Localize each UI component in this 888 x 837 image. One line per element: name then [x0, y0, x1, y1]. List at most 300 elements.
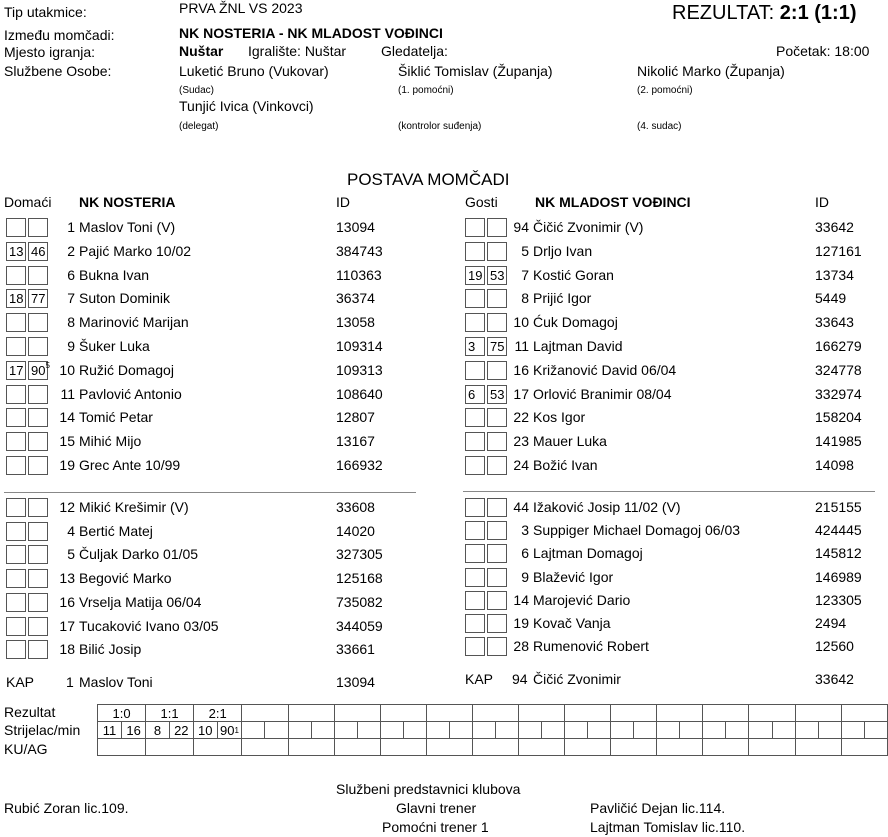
card-cell — [795, 739, 841, 756]
home-side-label: Domaći — [4, 194, 52, 210]
player-id: 13167 — [336, 433, 375, 450]
score-empty-cell — [565, 705, 611, 722]
player-id: 110363 — [336, 266, 382, 283]
scorer-minute-cell — [169, 722, 193, 739]
sub-in-minute-box — [465, 361, 485, 380]
player-number: 5 — [521, 242, 529, 259]
player-name: Marojević Dario — [533, 591, 631, 608]
sub-minute-value: 53 — [490, 386, 505, 402]
sub-minute-value: 77 — [31, 291, 46, 307]
player-number: 6 — [67, 266, 75, 283]
place-value: Nuštar — [179, 43, 224, 59]
score-result-cell: 1:1 — [146, 705, 194, 722]
player-name: Čuljak Darko 01/05 — [79, 546, 199, 563]
score-empty-cell — [542, 722, 565, 739]
player-number: 9 — [521, 568, 529, 585]
card-cell — [242, 739, 288, 756]
sub-in-minute-box — [465, 289, 485, 308]
player-number: 9 — [67, 338, 75, 354]
score-empty-cell — [611, 722, 634, 739]
player-row — [0, 407, 888, 431]
player-number: 10 — [59, 361, 75, 378]
player-name: Grec Ante 10/99 — [79, 457, 181, 473]
score-empty-cell — [657, 722, 680, 739]
score-empty-cell — [519, 722, 542, 739]
player-row — [0, 567, 888, 591]
head-coach-label: Glavni trener — [396, 800, 477, 816]
away-divider — [463, 491, 875, 492]
player-name: Ružić Domagoj — [79, 361, 174, 378]
player-id: 2494 — [815, 615, 847, 631]
sub-minute-box — [487, 591, 507, 610]
score-empty-cell — [634, 722, 657, 739]
player-row — [0, 312, 888, 336]
player-id: 327305 — [336, 546, 383, 563]
player-id: 33642 — [815, 219, 854, 235]
home-id-header: ID — [336, 194, 350, 210]
score-empty-cell — [841, 722, 864, 739]
score-empty-cell — [334, 722, 357, 739]
away-side-label: Gosti — [465, 194, 498, 210]
result-value: 2:1 (1:1) — [779, 2, 857, 24]
card-cell — [703, 739, 749, 756]
sub-minute-value: 46 — [31, 243, 46, 259]
sub-minute-box — [487, 498, 507, 517]
player-number: 11 — [60, 385, 75, 402]
score-empty-cell — [565, 722, 588, 739]
scorer-minute-cell — [217, 722, 242, 739]
player-name: Pavlović Antonio — [79, 385, 182, 402]
sub-minute-box — [487, 385, 507, 404]
sub-minute-box — [487, 266, 507, 285]
player-row — [0, 613, 888, 637]
player-id: 332974 — [815, 385, 862, 402]
scoreboard-card-row — [98, 739, 888, 756]
away-assistant-coach: Lajtman Tomislav lic.110. — [590, 819, 746, 835]
player-id: 735082 — [336, 593, 383, 610]
sub-in-minute-box: 3 — [465, 337, 485, 356]
player-id: 127161 — [815, 242, 862, 259]
sub-minute-box — [487, 614, 507, 633]
player-number: 4 — [67, 522, 75, 539]
score-empty-cell — [403, 722, 426, 739]
player-name: Ižaković Josip 11/02 (V) — [533, 499, 681, 515]
player-name: Tucaković Ivano 03/05 — [79, 617, 219, 634]
card-cell — [193, 739, 242, 756]
player-number: 19 — [59, 457, 75, 473]
start-info — [776, 43, 869, 59]
player-id: 145812 — [815, 545, 862, 562]
away-captain-num: 94 — [512, 671, 528, 687]
lineup-title: POSTAVA MOMČADI — [347, 170, 510, 189]
player-name: Suppiger Michael Domagoj 06/03 — [533, 522, 741, 539]
sub-in-minute-box: 18 — [6, 289, 26, 308]
player-id: 158204 — [815, 409, 862, 426]
start-value: 18:00 — [834, 43, 870, 59]
player-number: 19 — [513, 615, 529, 631]
player-number: 17 — [513, 385, 529, 402]
ground-info — [248, 43, 346, 59]
card-cell — [472, 739, 518, 756]
player-number: 10 — [513, 314, 529, 331]
result-header — [672, 2, 857, 25]
score-empty-cell — [357, 722, 380, 739]
scorer-minute-value: 22 — [174, 722, 189, 738]
player-id: 215155 — [815, 499, 862, 515]
player-number: 23 — [513, 433, 529, 450]
sub-in-minute-box — [465, 591, 485, 610]
player-number: 17 — [59, 617, 75, 634]
home-team-name: NK NOSTERIA — [79, 194, 176, 210]
player-id: 166932 — [336, 457, 383, 473]
scoreboard-scorer-label: Strijelac/min — [4, 722, 81, 738]
card-cell — [565, 739, 611, 756]
player-row — [0, 360, 888, 384]
score-empty-cell — [818, 722, 841, 739]
away-captain-id: 33642 — [815, 671, 854, 687]
player-name: Mihić Mijo — [79, 433, 142, 450]
player-name: Drljo Ivan — [533, 242, 593, 259]
player-name: Bertić Matej — [79, 522, 153, 539]
card-cell — [749, 739, 795, 756]
player-row — [0, 636, 888, 660]
sub-minute-box — [487, 408, 507, 427]
score-empty-cell — [680, 722, 703, 739]
sub-in-minute-box — [465, 432, 485, 451]
player-number: 3 — [521, 522, 529, 539]
sub-in-minute-box: 13 — [6, 242, 26, 261]
player-name: Lajtman Domagoj — [533, 545, 643, 562]
place-label: Mjesto igranja: — [4, 44, 96, 60]
player-name: Božić Ivan — [533, 457, 598, 473]
scoreboard-result-row — [98, 705, 888, 722]
score-empty-cell — [772, 722, 795, 739]
score-empty-cell — [749, 722, 772, 739]
score-empty-cell — [657, 705, 703, 722]
sub-in-minute-box — [465, 544, 485, 563]
player-id: 344059 — [336, 617, 383, 634]
official-assistant-1: Šiklić Tomislav (Županja) — [398, 63, 553, 79]
official-assistant-2: Nikolić Marko (Županja) — [637, 63, 785, 79]
scoreboard-scorer-row — [98, 722, 888, 739]
official-assistant-1-role: (1. pomoćni) — [398, 85, 454, 96]
sub-minute-box — [487, 289, 507, 308]
player-id: 14020 — [336, 522, 375, 539]
card-cell — [98, 739, 146, 756]
score-empty-cell — [472, 722, 495, 739]
spectators-label: Gledatelja: — [381, 43, 448, 59]
sub-minute-box — [487, 218, 507, 237]
card-cell — [426, 739, 472, 756]
player-row — [0, 543, 888, 567]
score-empty-cell — [288, 722, 311, 739]
player-id: 33608 — [336, 499, 375, 515]
home-captain-name: Maslov Toni — [79, 674, 153, 690]
player-number: 12 — [59, 499, 75, 515]
result-label: REZULTAT: — [672, 2, 775, 24]
scoreboard-result-label: Rezultat — [4, 704, 56, 720]
player-id: 13058 — [336, 314, 375, 331]
card-cell — [288, 739, 334, 756]
sub-in-minute-box — [465, 614, 485, 633]
score-empty-cell — [288, 705, 334, 722]
player-row — [0, 336, 888, 360]
away-team-name: NK MLADOST VOĐINCI — [535, 194, 691, 210]
player-name: Begović Marko — [79, 570, 172, 587]
score-empty-cell — [841, 705, 887, 722]
sub-minute-box — [487, 544, 507, 563]
player-id: 13734 — [815, 266, 854, 283]
score-empty-cell — [703, 722, 726, 739]
score-empty-cell — [864, 722, 887, 739]
score-empty-cell — [334, 705, 380, 722]
ground-value: Nuštar — [304, 43, 347, 59]
score-empty-cell — [519, 705, 565, 722]
player-id: 33661 — [336, 641, 375, 658]
scorer-minute-value: 16 — [126, 722, 141, 738]
player-name: Pajić Marko 10/02 — [79, 242, 192, 259]
player-number: 8 — [67, 314, 75, 331]
card-cell — [519, 739, 565, 756]
score-empty-cell — [703, 705, 749, 722]
player-name: Marinović Marijan — [79, 314, 189, 331]
player-id: 109314 — [336, 338, 383, 354]
player-id: 424445 — [815, 522, 862, 539]
player-id: 12560 — [815, 638, 854, 655]
official-delegate-role: (delegat) — [179, 121, 219, 132]
player-number: 6 — [521, 545, 529, 562]
player-name: Šuker Luka — [79, 338, 150, 354]
player-name: Tomić Petar — [79, 409, 153, 426]
player-name: Maslov Toni (V) — [79, 219, 176, 235]
sub-in-minute-box: 6 — [465, 385, 485, 404]
sub-minute-box — [487, 432, 507, 451]
away-head-coach: Pavličić Dejan lic.114. — [590, 800, 726, 816]
between-value: NK NOSTERIA - NK MLADOST VOĐINCI — [179, 25, 443, 41]
card-cell — [611, 739, 657, 756]
sub-minute-value: 53 — [490, 267, 505, 283]
score-empty-cell — [426, 722, 449, 739]
score-empty-cell — [380, 705, 426, 722]
player-id: 5449 — [815, 290, 847, 307]
scoreboard-table — [97, 704, 888, 756]
official-assistant-2-role: (2. pomoćni) — [637, 85, 693, 96]
home-captain-num: 1 — [66, 674, 74, 690]
player-number: 7 — [67, 290, 75, 307]
player-id: 108640 — [336, 385, 383, 402]
scorer-minute-extra: 1 — [234, 725, 239, 735]
home-captain-id: 13094 — [336, 674, 375, 690]
sub-in-minute-box — [465, 637, 485, 656]
sub-in-minute-box — [465, 313, 485, 332]
sub-minute-box — [487, 568, 507, 587]
sub-in-minute-box — [465, 498, 485, 517]
player-name: Kovač Vanja — [533, 615, 611, 631]
sub-minute-box — [487, 456, 507, 475]
scorer-minute-cell — [122, 722, 146, 739]
player-name: Bukna Ivan — [79, 266, 150, 283]
player-row — [0, 431, 888, 455]
player-id: 384743 — [336, 242, 383, 259]
scorer-number-cell: 10 — [193, 722, 217, 739]
card-cell — [380, 739, 426, 756]
player-row — [0, 497, 888, 521]
player-name: Lajtman David — [533, 338, 623, 354]
officials-label: Službene Osobe: — [4, 63, 112, 79]
score-empty-cell — [426, 705, 472, 722]
score-result-cell: 1:0 — [98, 705, 146, 722]
scoreboard-card-label: KU/AG — [4, 741, 48, 757]
score-empty-cell — [380, 722, 403, 739]
sub-minute-box — [487, 313, 507, 332]
score-empty-cell — [265, 722, 288, 739]
player-number: 18 — [59, 641, 75, 658]
card-cell — [657, 739, 703, 756]
score-result-cell: 2:1 — [193, 705, 242, 722]
score-empty-cell — [726, 722, 749, 739]
start-label: Početak: — [776, 43, 831, 59]
sub-in-minute-box — [465, 218, 485, 237]
player-number: 15 — [59, 433, 75, 450]
player-name: Prijić Igor — [533, 290, 592, 307]
score-empty-cell — [749, 705, 795, 722]
player-name: Vrselja Matija 06/04 — [79, 593, 202, 610]
sub-minute-box — [487, 361, 507, 380]
player-id: 146989 — [815, 568, 862, 585]
home-divider — [4, 492, 416, 493]
player-id: 324778 — [815, 361, 862, 378]
player-id: 166279 — [815, 338, 862, 354]
scorer-number-cell: 11 — [98, 722, 122, 739]
player-name: Orlović Branimir 08/04 — [533, 385, 672, 402]
player-number: 13 — [59, 570, 75, 587]
score-empty-cell — [472, 705, 518, 722]
player-row — [0, 455, 888, 479]
player-id: 12807 — [336, 409, 375, 426]
between-label: Između momčadi: — [4, 27, 115, 43]
player-id: 13094 — [336, 219, 375, 235]
player-number: 1 — [67, 219, 75, 235]
player-row — [0, 384, 888, 408]
sub-minute-box — [487, 521, 507, 540]
player-number: 2 — [67, 242, 75, 259]
score-empty-cell — [449, 722, 472, 739]
player-row — [0, 217, 888, 241]
player-name: Križanović David 06/04 — [533, 361, 677, 378]
player-name: Kos Igor — [533, 409, 586, 426]
player-id: 123305 — [815, 591, 862, 608]
score-empty-cell — [242, 722, 265, 739]
away-captain-name: Čičić Zvonimir — [533, 671, 621, 687]
sub-minute-box — [487, 637, 507, 656]
score-empty-cell — [242, 705, 288, 722]
official-delegate: Tunjić Ivica (Vinkovci) — [179, 98, 314, 114]
player-row — [0, 265, 888, 289]
sub-minute-box — [487, 337, 507, 356]
score-empty-cell — [795, 722, 818, 739]
home-head-coach: Rubić Zoran lic.109. — [4, 800, 129, 816]
player-name: Blažević Igor — [533, 568, 614, 585]
sub-in-minute-box — [465, 568, 485, 587]
assistant-coach-label: Pomoćni trener 1 — [382, 819, 489, 835]
sub-minute-value: 75 — [490, 339, 505, 354]
player-row — [0, 241, 888, 265]
club-reps-title: Službeni predstavnici klubova — [336, 781, 521, 797]
sub-minute-value: 90 — [31, 362, 46, 378]
player-name: Bilić Josip — [79, 641, 142, 658]
player-id: 33643 — [815, 314, 854, 331]
player-number: 16 — [59, 593, 75, 610]
player-number: 8 — [521, 290, 529, 307]
away-captain-label: KAP — [465, 671, 494, 687]
sub-in-minute-box — [465, 456, 485, 475]
player-row — [0, 520, 888, 544]
player-id: 36374 — [336, 290, 375, 307]
score-empty-cell — [495, 722, 518, 739]
player-name: Čičić Zvonimir (V) — [533, 219, 644, 235]
player-number: 11 — [514, 338, 529, 354]
card-cell — [334, 739, 380, 756]
player-id: 14098 — [815, 457, 854, 473]
sub-in-minute-box — [465, 521, 485, 540]
player-name: Rumenović Robert — [533, 638, 649, 655]
scorer-number-cell: 8 — [146, 722, 170, 739]
sub-minute-box — [487, 242, 507, 261]
player-id: 125168 — [336, 570, 383, 587]
player-id: 109313 — [336, 361, 383, 378]
player-number: 22 — [513, 409, 529, 426]
sub-in-minute-box: 17 — [6, 361, 26, 380]
player-number: 14 — [59, 409, 75, 426]
player-number: 16 — [513, 361, 529, 378]
ground-label: Igralište: — [248, 43, 301, 59]
player-name: Suton Dominik — [79, 290, 171, 307]
official-fourth-role: (4. sudac) — [637, 121, 682, 132]
official-referee-role: (Sudac) — [179, 85, 215, 96]
player-id: 141985 — [815, 433, 862, 450]
match-type-label: Tip utakmice: — [4, 4, 87, 20]
player-number: 44 — [513, 499, 529, 515]
scorer-minute-value: 90 — [220, 722, 235, 738]
sub-in-minute-box: 19 — [465, 266, 485, 285]
player-name: Kostić Goran — [533, 266, 614, 283]
score-empty-cell — [588, 722, 611, 739]
card-cell — [146, 739, 194, 756]
player-name: Mikić Krešimir (V) — [79, 499, 189, 515]
player-name: Ćuk Domagoj — [533, 314, 618, 331]
home-captain-label: KAP — [6, 674, 35, 690]
player-number: 94 — [513, 219, 529, 235]
official-referee: Luketić Bruno (Vukovar) — [179, 63, 329, 79]
official-controller-role: (kontrolor suđenja) — [398, 121, 482, 132]
card-cell — [841, 739, 887, 756]
sub-in-minute-box — [465, 408, 485, 427]
sub-minute-extra: 5 — [45, 360, 50, 370]
player-number: 24 — [513, 457, 529, 473]
score-empty-cell — [611, 705, 657, 722]
player-row — [0, 288, 888, 312]
score-empty-cell — [311, 722, 334, 739]
player-row — [0, 590, 888, 614]
sub-in-minute-box — [465, 242, 485, 261]
player-number: 7 — [521, 266, 529, 283]
player-name: Mauer Luka — [533, 433, 607, 450]
player-number: 14 — [513, 591, 529, 608]
away-id-header: ID — [815, 194, 829, 210]
player-number: 5 — [67, 546, 75, 563]
match-type-value: PRVA ŽNL VS 2023 — [179, 0, 303, 16]
score-empty-cell — [795, 705, 841, 722]
